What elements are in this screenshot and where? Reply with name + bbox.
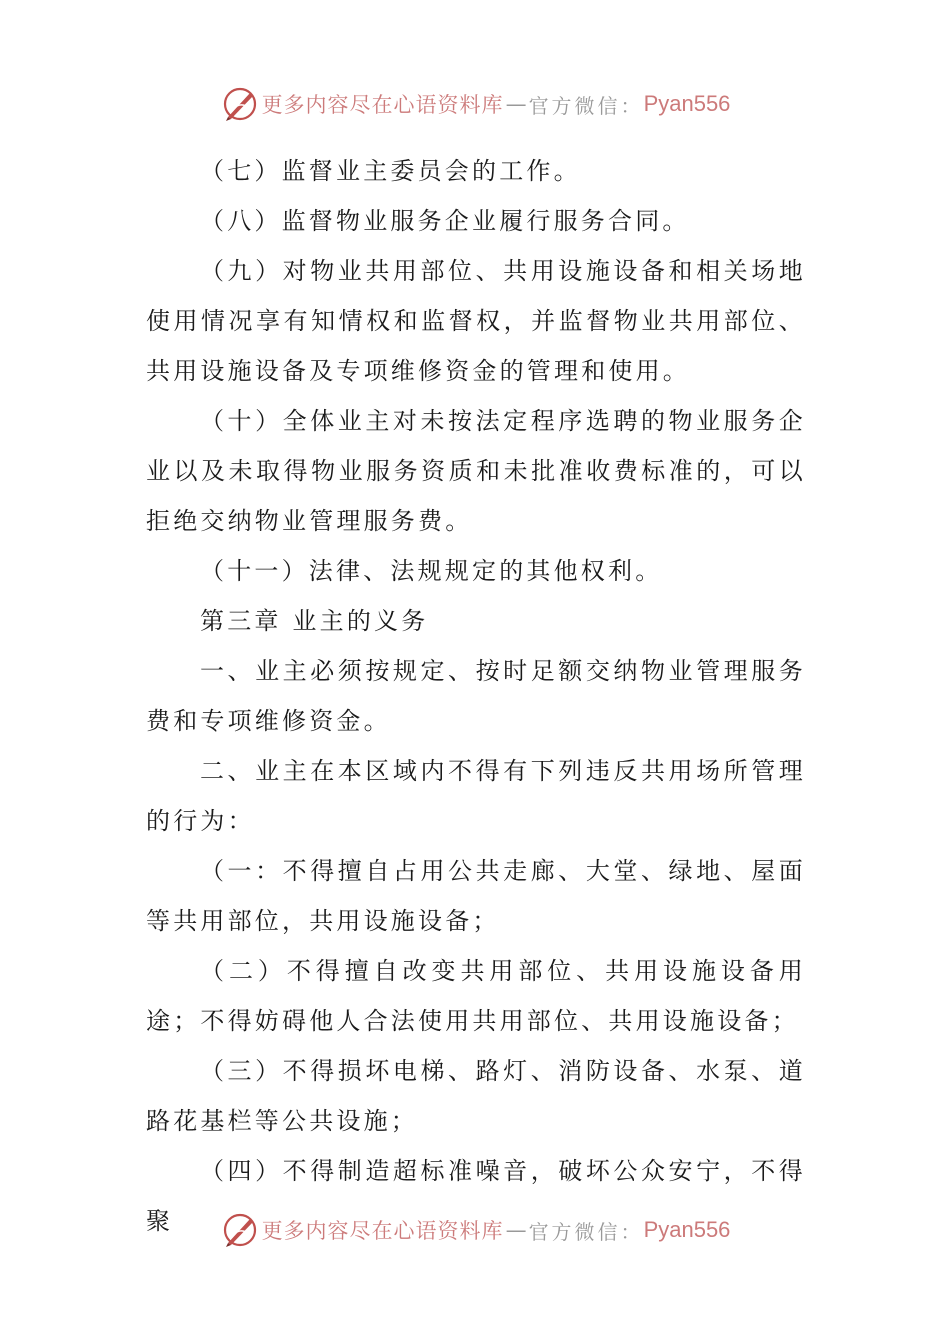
paragraph-1: （七）监督业主委员会的工作。 (200, 157, 581, 185)
pen-logo-icon (220, 1210, 260, 1250)
paragraph-5: （十一）法律、法规规定的其他权利。 (200, 557, 663, 585)
paragraph-11: （三）不得损坏电梯、路灯、消防设备、水泵、道路花基栏等公共设施； (146, 1057, 806, 1135)
paragraph-3: （九）对物业共用部位、共用设施设备和相关场地使用情况享有知情权和监督权，并监督物业共用部位、共用设施设备及专项维修资金的管理和使用。 (146, 257, 806, 385)
paragraph-10: （二）不得擅自改变共用部位、共用设施设备用途；不得妨碍他人合法使用共用部位、共用设施设备； (146, 957, 806, 1035)
banner-wechat-id: Pyan556 (643, 1217, 731, 1242)
banner-dash: — (505, 92, 527, 116)
banner-wechat-label: 官方微信： (528, 1219, 644, 1244)
document-body (146, 146, 806, 1246)
paragraph-9: （一：不得擅自占用公共走廊、大堂、绿地、屋面等共用部位，共用设施设备； (146, 857, 806, 935)
banner-wechat-label: 官方微信： (528, 93, 644, 118)
paragraph-4: （十）全体业主对未按法定程序选聘的物业服务企业以及未取得物业服务资质和未批准收费标准的，可以拒绝交纳物业管理服务费。 (146, 407, 806, 535)
paragraph-8: 二、业主在本区域内不得有下列违反共用场所管理的行为： (146, 757, 806, 835)
banner-wechat-id: Pyan556 (643, 91, 731, 116)
paragraph-2: （八）监督物业服务企业履行服务合同。 (200, 207, 690, 235)
header-banner (0, 84, 950, 124)
paragraph-7: 一、业主必须按规定、按时足额交纳物业管理服务费和专项维修资金。 (146, 657, 806, 735)
paragraph-12: （四）不得制造超标准噪音，破坏公众安宁，不得聚 (146, 1157, 806, 1235)
banner-site-text: 更多内容尽在心语资料库 (261, 93, 504, 117)
chapter-heading: 第三章 业主的义务 (200, 607, 429, 635)
footer-banner (0, 1210, 950, 1250)
pen-logo-icon (220, 84, 260, 124)
banner-dash: — (505, 1218, 527, 1242)
banner-site-text: 更多内容尽在心语资料库 (261, 1219, 504, 1243)
